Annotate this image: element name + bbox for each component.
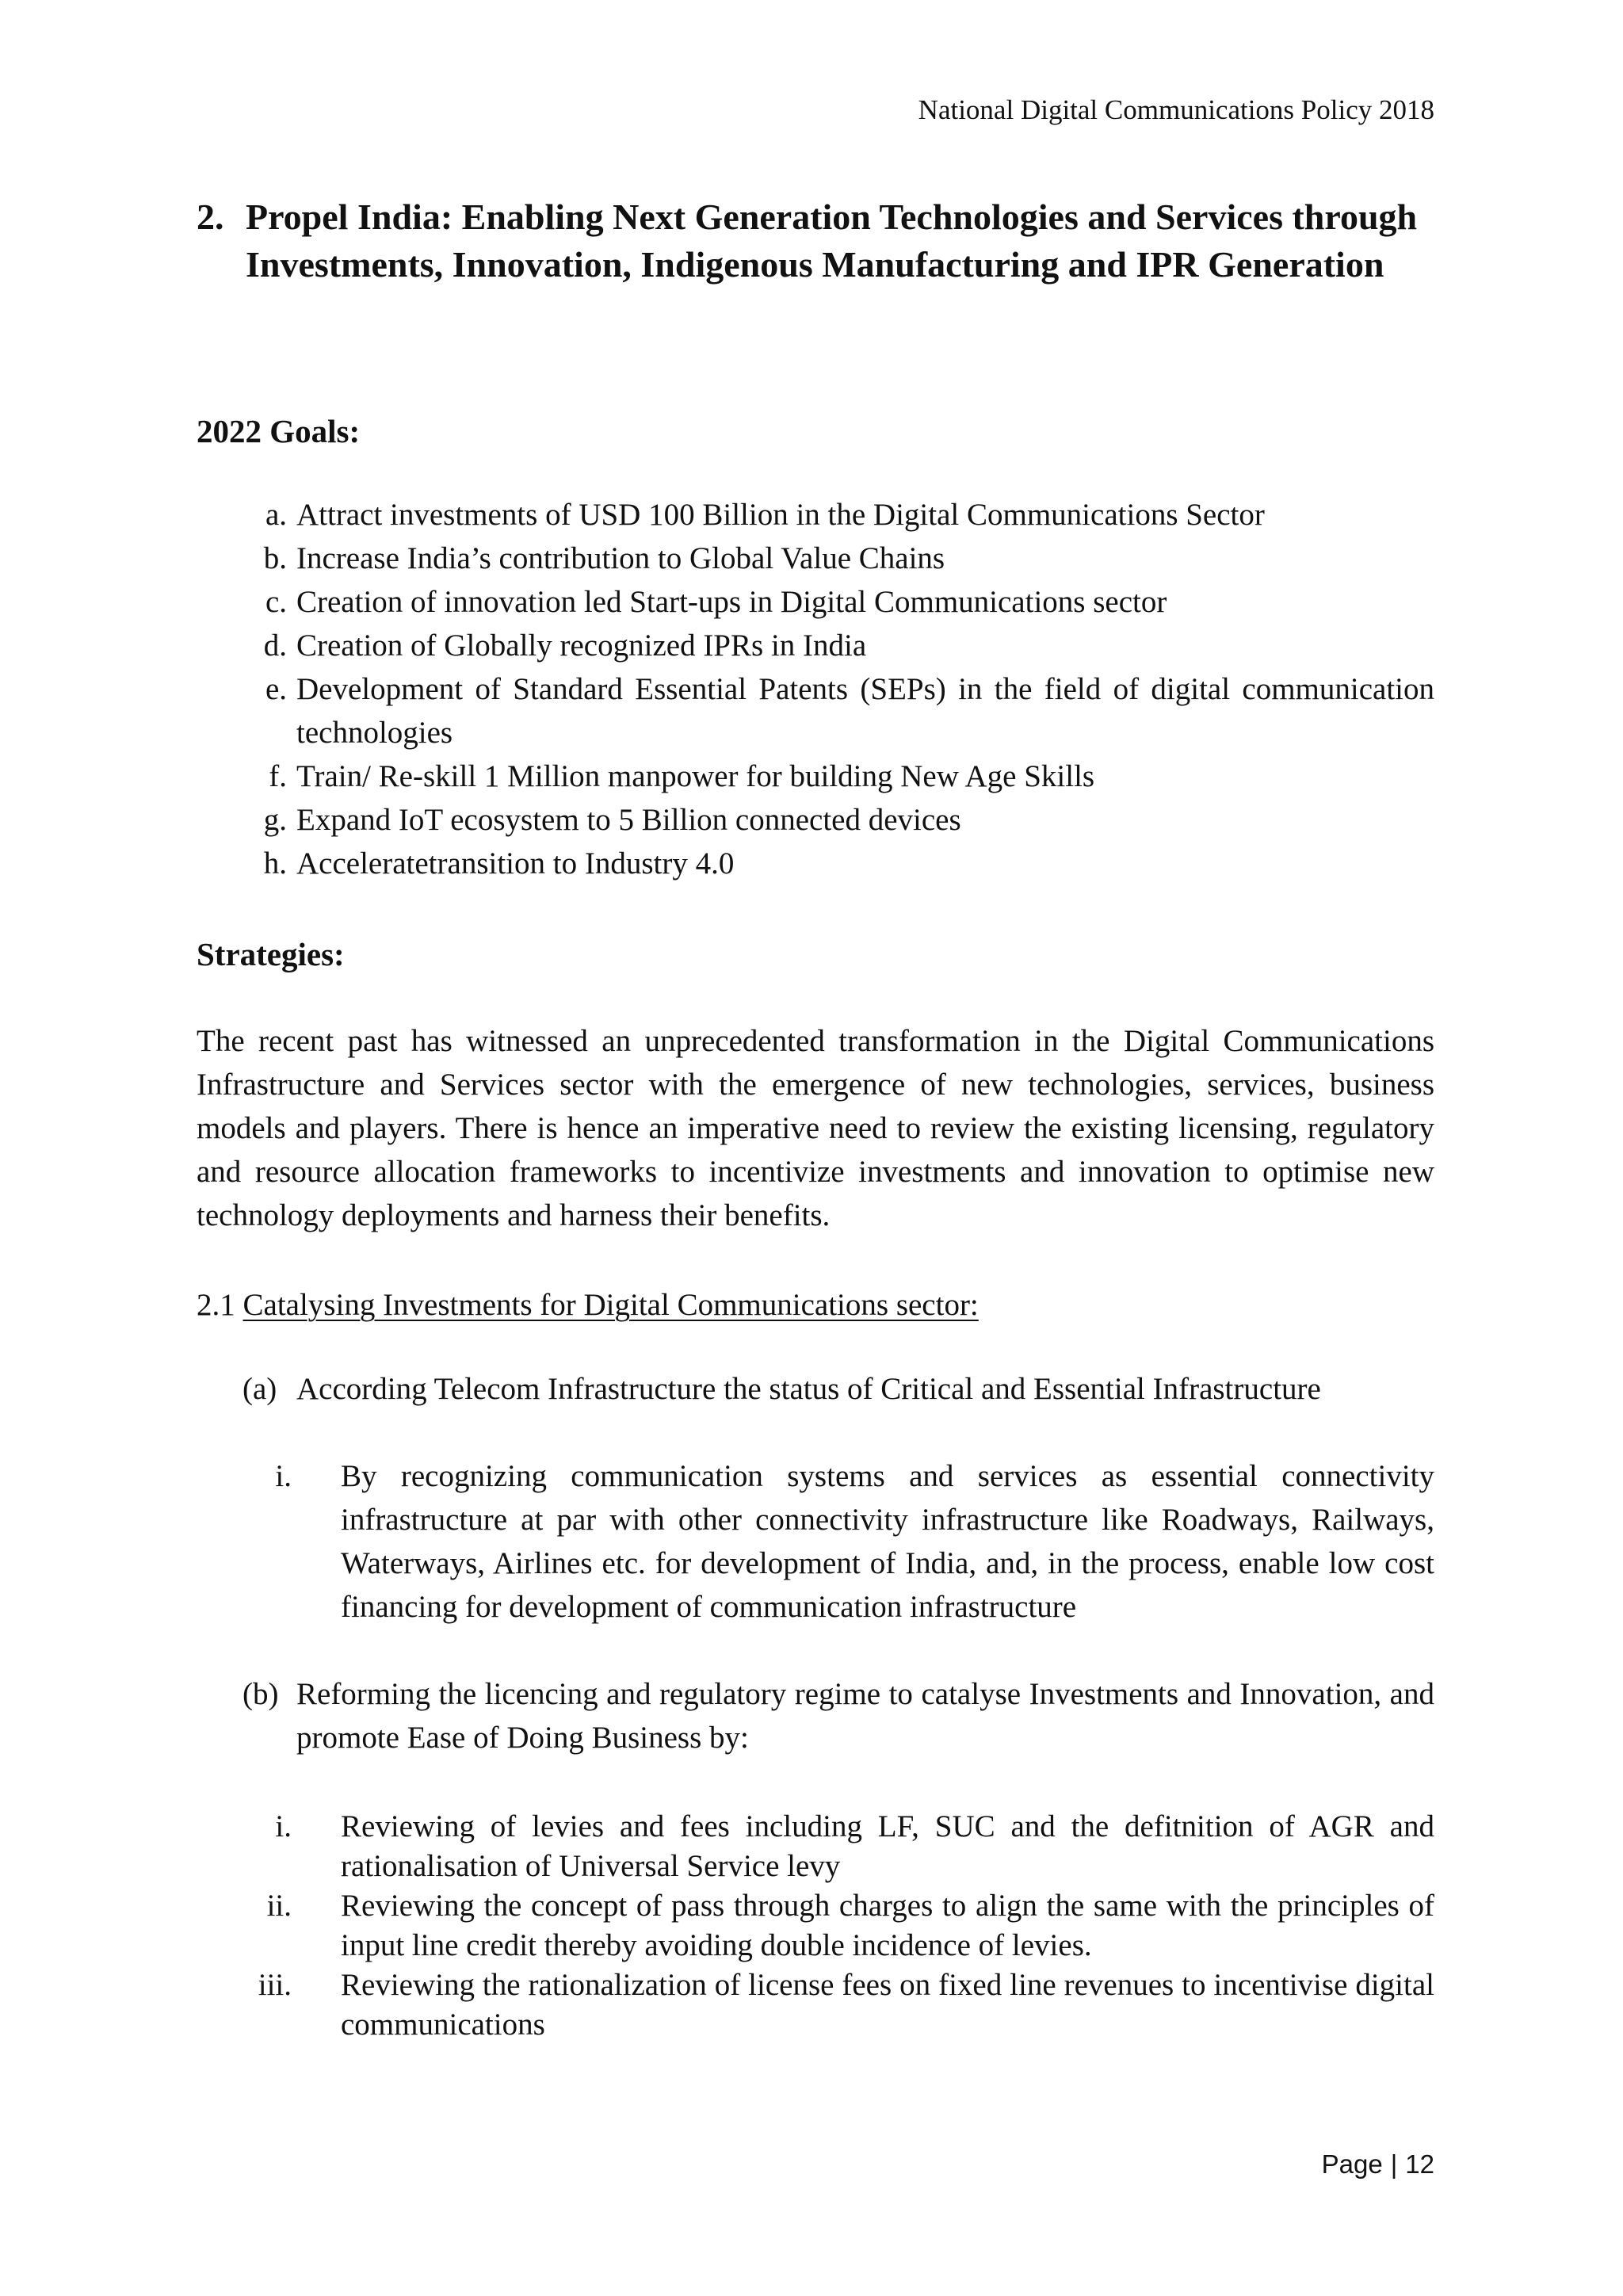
- list-marker: f.: [269, 759, 287, 793]
- list-item-text: Train/ Re-skill 1 Million manpower for building New Age Skills: [296, 759, 1095, 793]
- list-item-b: [242, 1672, 1434, 1759]
- page-label: Page: [1321, 2149, 1383, 2179]
- list-item: [197, 842, 1434, 885]
- sub-list-a: [242, 1454, 1434, 1629]
- list-item: [242, 1807, 1434, 1886]
- list-marker: ii.: [266, 1889, 292, 1923]
- list-marker: d.: [263, 628, 287, 663]
- list-marker: c.: [265, 585, 287, 619]
- list-marker: e.: [265, 672, 287, 706]
- list-item-text: Expand IoT ecosystem to 5 Billion connected devices: [296, 803, 961, 837]
- list-item-text: Reviewing the concept of pass through charges to align the same with the principles of input line credit thereby avoiding double incidence of levies.: [341, 1889, 1434, 1962]
- sub-list-b: [242, 1807, 1434, 2045]
- list-item-text: Acceleratetransition to Industry 4.0: [296, 846, 735, 881]
- list-item-text: Creation of Globally recognized IPRs in India: [296, 628, 867, 663]
- list-item-text: Reviewing the rationalization of license fees on fixed line revenues to incentivise digital communications: [341, 1968, 1434, 2042]
- list-item: [197, 580, 1434, 624]
- list-marker: h.: [263, 846, 287, 881]
- page-number: [1322, 2149, 1434, 2179]
- page-number-value: 12: [1405, 2149, 1434, 2179]
- list-item-text: Creation of innovation led Start-ups in Digital Communications sector: [296, 585, 1167, 619]
- list-item: [242, 1454, 1434, 1629]
- goals-heading: 2022 Goals:: [197, 413, 361, 449]
- list-item-text: According Telecom Infrastructure the status of Critical and Essential Infrastructure: [296, 1372, 1321, 1406]
- list-item: [197, 755, 1434, 798]
- section-heading: [197, 193, 1433, 288]
- list-marker: b.: [263, 541, 287, 575]
- section-number: 2.: [197, 197, 224, 237]
- list-marker: (a): [242, 1372, 277, 1406]
- list-item-text: Increase India’s contribution to Global Value Chains: [296, 541, 945, 575]
- list-item-text: Attract investments of USD 100 Billion in the Digital Communications Sector: [296, 498, 1265, 532]
- list-item: [197, 667, 1434, 755]
- list-item-text: By recognizing communication systems and services as essential connectivity infrastructure at par with other connectivity infrastructure like Roadways, Railways, Waterways, Airlines etc. for development of India, and, in the process, enable low cost financing for development of communication infrastructure: [341, 1459, 1434, 1624]
- subsection-title: Catalysing Investments for Digital Communications sector:: [242, 1288, 979, 1322]
- list-item: [197, 537, 1434, 580]
- page-separator: |: [1390, 2149, 1398, 2179]
- list-marker: iii.: [258, 1968, 292, 2002]
- list-item-a: [242, 1367, 1434, 1411]
- list-item-text: Reviewing of levies and fees including LF, SUC and the defitnition of AGR and rationalisation of Universal Service levy: [341, 1809, 1434, 1883]
- list-marker: a.: [265, 498, 287, 532]
- list-item: [197, 798, 1434, 842]
- list-marker: i.: [275, 1459, 292, 1493]
- section-title: Propel India: Enabling Next Generation Technologies and Services through Investments, Innovation, Indigenous Manufacturing and IPR Generation: [246, 197, 1418, 285]
- list-item-text: Reforming the licencing and regulatory regime to catalyse Investments and Innovation, and promote Ease of Doing Business by:: [296, 1677, 1434, 1755]
- subsection-number: 2.1: [197, 1288, 235, 1322]
- strategies-heading: Strategies:: [197, 936, 345, 972]
- running-header: National Digital Communications Policy 2018: [918, 94, 1434, 125]
- list-item: [197, 624, 1434, 667]
- list-item: [242, 1966, 1434, 2045]
- list-marker: g.: [263, 803, 287, 837]
- list-item: [242, 1886, 1434, 1966]
- list-item: [197, 493, 1434, 537]
- goals-list: [197, 493, 1434, 885]
- strategies-paragraph: The recent past has witnessed an unprecedented transformation in the Digital Communications Infrastructure and Services sector with the emergence of new technologies, services, business models and players. There is hence an imperative need to review the existing licensing, regulatory and resource allocation frameworks to incentivize investments and innovation to optimise new technology deployments and harness their benefits.: [197, 1024, 1434, 1232]
- subsection-heading: [197, 1287, 979, 1324]
- list-marker: (b): [242, 1677, 279, 1711]
- list-marker: i.: [275, 1809, 292, 1843]
- list-item-text: Development of Standard Essential Patents (SEPs) in the field of digital communication technologies: [296, 672, 1434, 750]
